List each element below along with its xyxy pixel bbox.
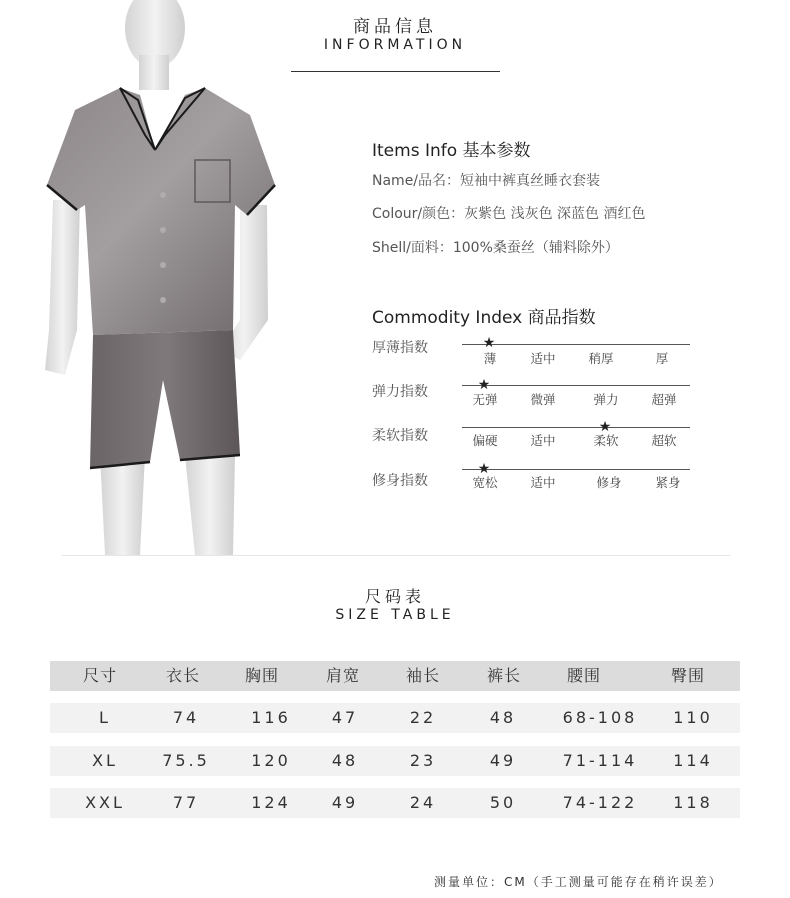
table-header-cell: 袖长 xyxy=(405,666,440,685)
index-option: 无弹 xyxy=(472,392,498,407)
index-scale-line xyxy=(462,469,690,470)
index-label-elasticity: 弹力指数 xyxy=(372,384,428,400)
section-divider xyxy=(62,555,730,556)
size-table-header xyxy=(50,661,740,691)
star-icon: ★ xyxy=(477,461,491,477)
table-header-cell: 臀围 xyxy=(670,666,705,685)
index-option: 宽松 xyxy=(472,475,498,490)
table-header-cell: 胸围 xyxy=(244,666,279,685)
size-table-title-en: SIZE TABLE xyxy=(335,607,455,623)
index-option: 超弹 xyxy=(651,392,677,407)
measurement-note: 测量单位：CM（手工测量可能存在稍许误差） xyxy=(434,875,723,889)
size-table-title-cn: 尺码表 xyxy=(364,587,425,606)
item-shell: Shell/面料：100%桑蚕丝（辅料除外） xyxy=(372,240,619,256)
table-cell: 24 xyxy=(409,793,437,812)
table-cell: 110 xyxy=(673,708,713,727)
item-name: Name/品名：短袖中裤真丝睡衣套装 xyxy=(372,173,601,189)
table-cell: 116 xyxy=(251,708,291,727)
index-option: 适中 xyxy=(530,475,556,490)
index-option: 柔软 xyxy=(593,433,619,448)
header-underline xyxy=(291,71,500,72)
index-scale-line xyxy=(462,385,690,386)
table-header-cell: 裤长 xyxy=(486,666,521,685)
table-cell: 49 xyxy=(489,751,517,770)
table-cell: 49 xyxy=(331,793,359,812)
index-scale-line xyxy=(462,427,690,428)
table-cell: 77 xyxy=(172,793,200,812)
section-title-cn: 商品信息 xyxy=(353,17,437,37)
table-row xyxy=(50,703,740,733)
index-label-thickness: 厚薄指数 xyxy=(372,340,428,356)
star-icon: ★ xyxy=(477,377,491,393)
items-info-title: Items Info 基本参数 xyxy=(372,141,531,161)
table-cell: 120 xyxy=(251,751,291,770)
index-option: 稍厚 xyxy=(588,351,614,366)
table-cell: 75.5 xyxy=(162,751,210,770)
table-row xyxy=(50,788,740,818)
table-cell: 74 xyxy=(172,708,200,727)
index-option: 适中 xyxy=(530,351,556,366)
table-cell: 124 xyxy=(251,793,291,812)
table-cell: 23 xyxy=(409,751,437,770)
star-icon: ★ xyxy=(598,419,612,435)
index-option: 微弹 xyxy=(530,392,556,407)
table-header-cell: 衣长 xyxy=(165,666,200,685)
index-option: 薄 xyxy=(483,351,497,366)
table-cell: 74-122 xyxy=(562,793,638,812)
table-cell: 48 xyxy=(331,751,359,770)
table-cell: 71-114 xyxy=(562,751,638,770)
table-header-cell: 尺寸 xyxy=(82,666,117,685)
table-cell: 22 xyxy=(409,708,437,727)
table-header-cell: 肩宽 xyxy=(325,666,360,685)
section-title-en: INFORMATION xyxy=(323,37,467,53)
index-option: 厚 xyxy=(655,351,669,366)
star-icon: ★ xyxy=(482,335,496,351)
index-option: 修身 xyxy=(596,475,622,490)
table-cell: XL xyxy=(92,751,118,770)
commodity-index-title: Commodity Index 商品指数 xyxy=(372,308,596,328)
product-image xyxy=(35,0,285,555)
table-cell: 114 xyxy=(673,751,713,770)
table-cell: 68-108 xyxy=(562,708,638,727)
table-cell: L xyxy=(99,708,111,727)
index-label-softness: 柔软指数 xyxy=(372,428,428,444)
table-cell: 47 xyxy=(331,708,359,727)
index-option: 超软 xyxy=(651,433,677,448)
index-option: 弹力 xyxy=(593,392,619,407)
table-cell: 48 xyxy=(489,708,517,727)
index-scale-line xyxy=(462,344,690,345)
table-row xyxy=(50,746,740,776)
table-cell: 118 xyxy=(673,793,713,812)
item-colour: Colour/颜色：灰紫色 浅灰色 深蓝色 酒红色 xyxy=(372,206,646,222)
table-cell: XXL xyxy=(85,793,125,812)
index-option: 适中 xyxy=(530,433,556,448)
index-option: 紧身 xyxy=(655,475,681,490)
table-header-cell: 腰围 xyxy=(566,666,601,685)
table-cell: 50 xyxy=(489,793,517,812)
index-label-fit: 修身指数 xyxy=(372,473,428,489)
index-option: 偏硬 xyxy=(472,433,498,448)
